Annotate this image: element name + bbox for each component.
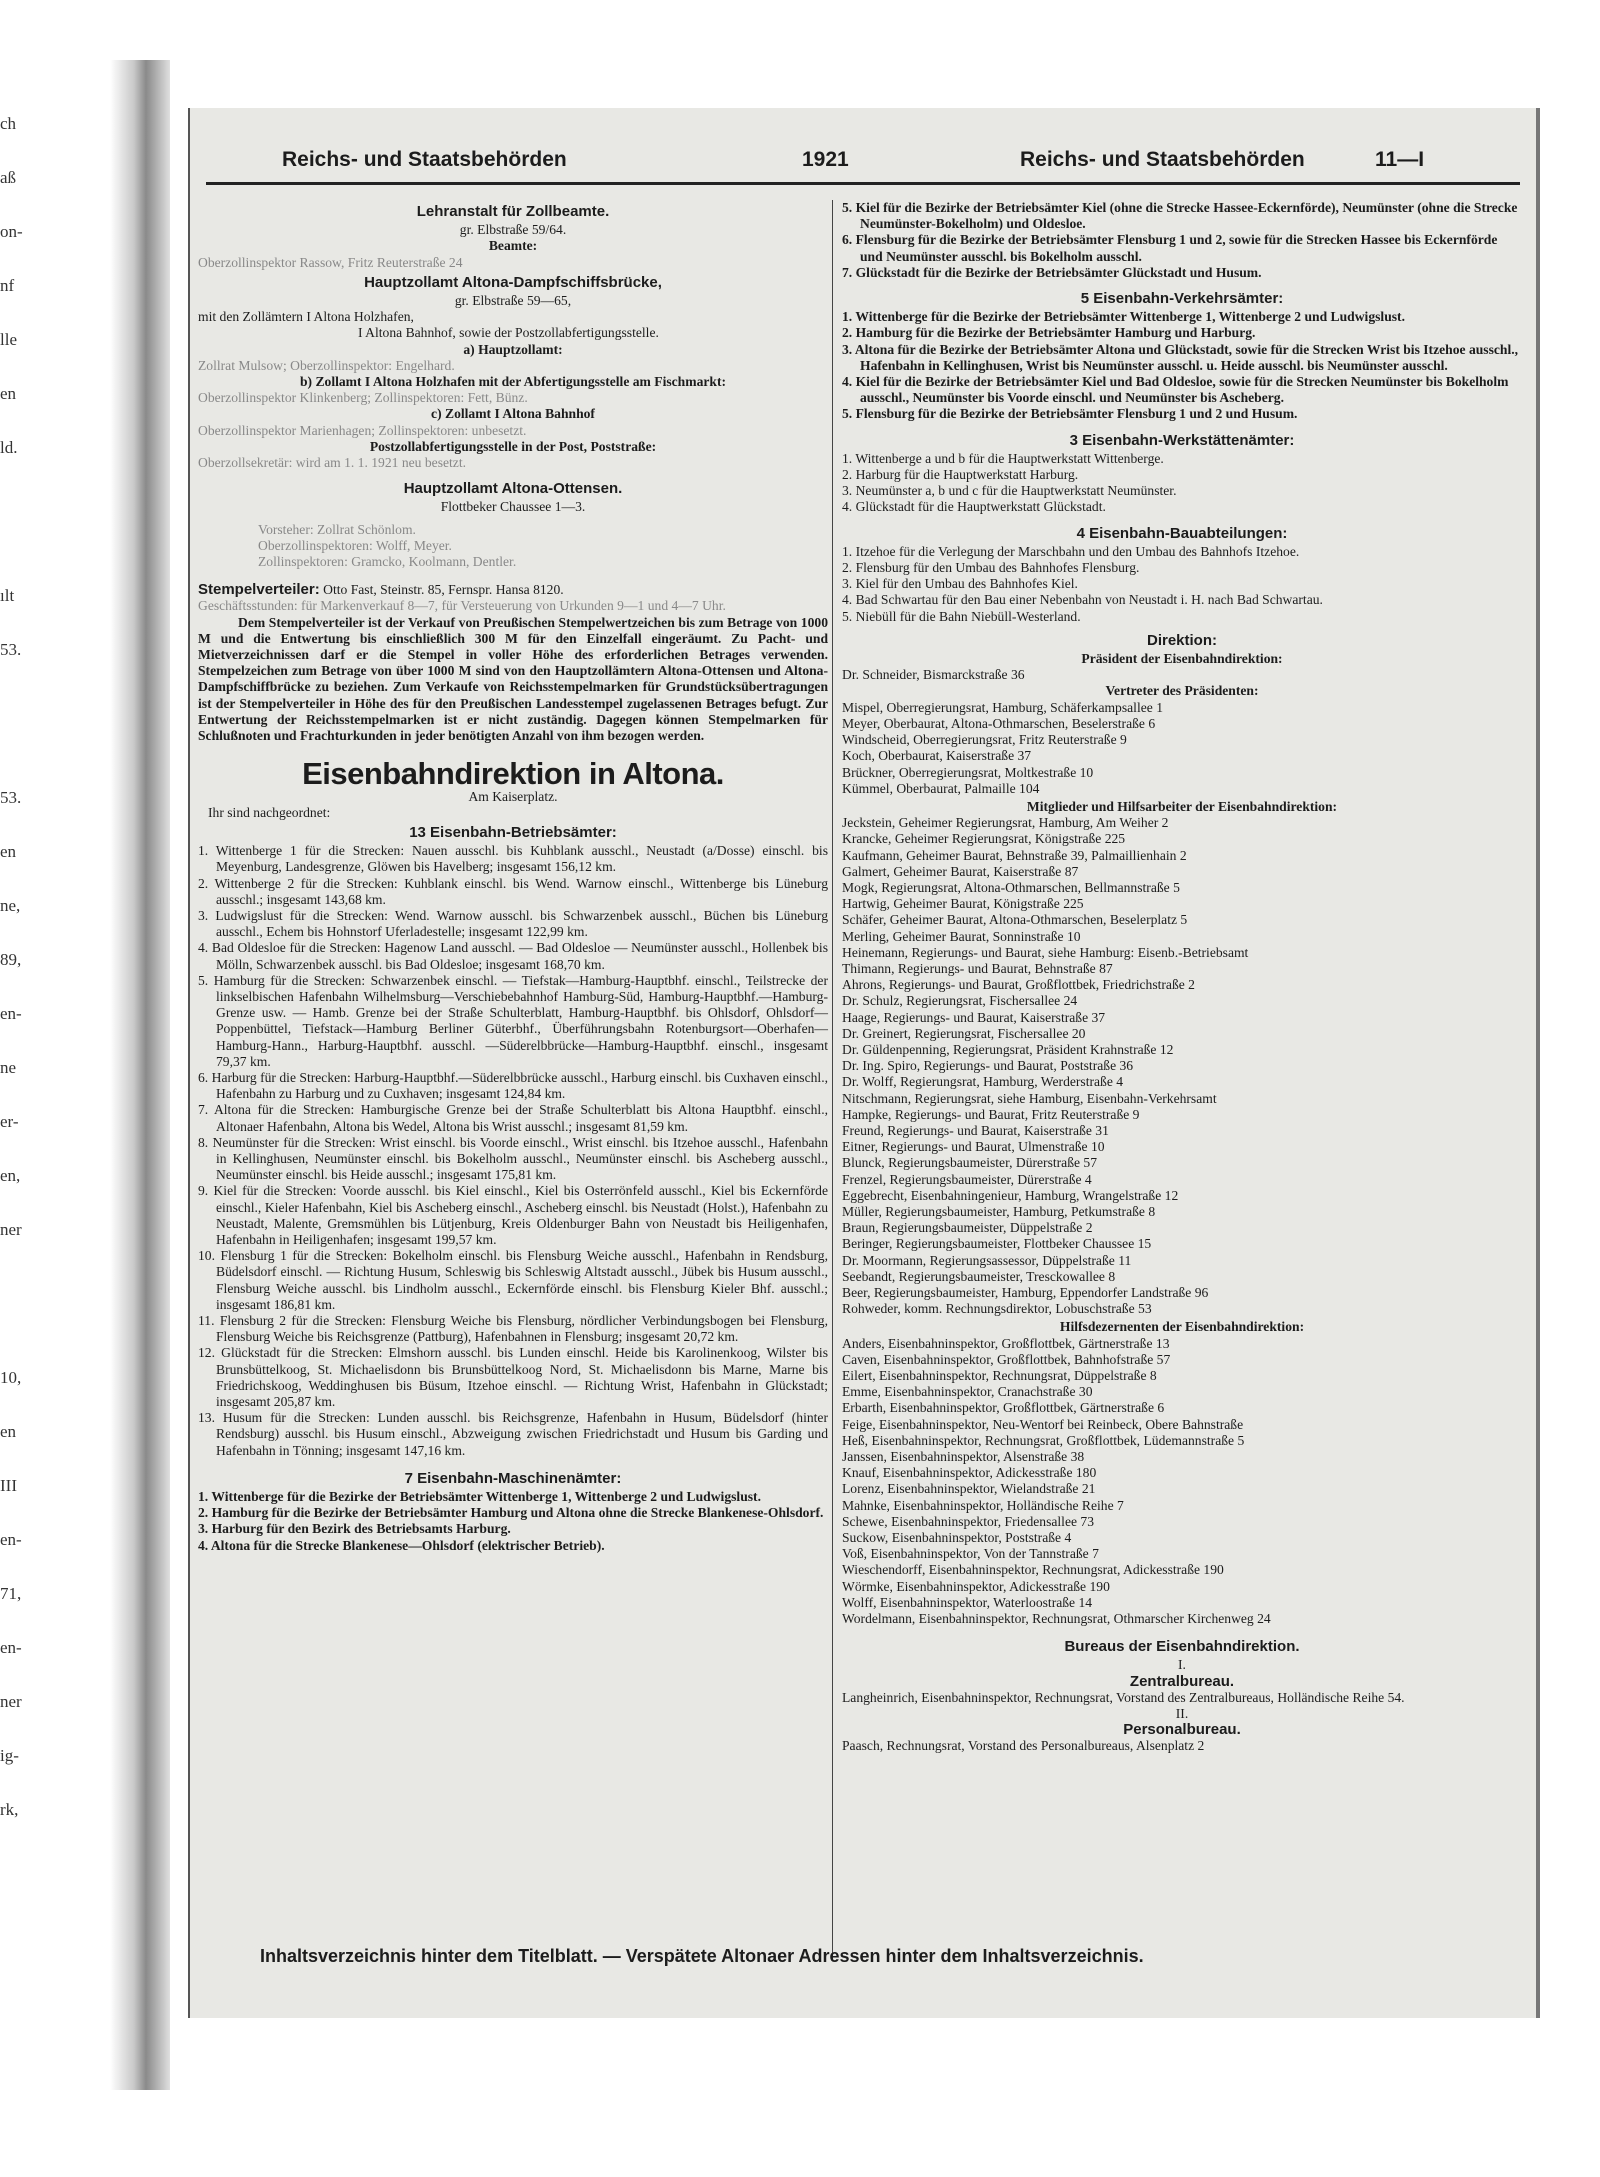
left-column [198, 200, 828, 1554]
hza-title: Hauptzollamt Altona-Dampfschiffsbrücke, [364, 273, 662, 291]
maschinenamt-entry: 3. Harburg für den Bezirk des Betriebsamts Harburg. [198, 1521, 511, 1537]
hilfsdezernent-entry: Wordelmann, Eisenbahninspektor, Rechnungsrat, Othmarscher Kirchenweg 24 [842, 1611, 1271, 1627]
hilfsdezernent-entry: Feige, Eisenbahninspektor, Neu-Wentorf bei Reinbeck, Obere Bahnstraße [842, 1416, 1244, 1432]
vertreter-entry: Meyer, Oberbaurat, Altona-Othmarschen, Beselerstraße 6 [842, 715, 1156, 731]
right-column [842, 200, 1522, 1755]
mitglied-entry: Dr. Ing. Spiro, Regierungs- und Baurat, Poststraße 36 [842, 1058, 1134, 1074]
edge-text-fragment: en [0, 1422, 17, 1441]
werkstaettenamt-entry: 2. Harburg für die Hauptwerkstatt Harburg. [842, 467, 1079, 483]
betriebsamt-entry: 2. Wittenberge 2 für die Strecken: Kuhblank einschl. bis Wend. Warnow einschl., Wittenberge bis Lüneburg ausschl.; insgesamt 143,68 km. [198, 875, 828, 907]
stempel-title: Stempelverteiler: [198, 581, 320, 599]
edge-text-fragment: ılt [0, 586, 15, 605]
edge-text-fragment: ne [0, 1058, 17, 1077]
mitglied-entry: Ahrons, Regierungs- und Baurat, Großflottbek, Friedrichstraße 2 [842, 977, 1195, 993]
post-line: Oberzollsekretär: wird am 1. 1. 1921 neu besetzt. [198, 455, 467, 471]
book-spine [110, 60, 170, 2090]
vertreter-list [842, 700, 1522, 797]
hilfsdezernent-entry: Lorenz, Eisenbahninspektor, Wielandstraße 21 [842, 1481, 1096, 1497]
bauabteilung-entry: 3. Kiel für den Umbau des Bahnhofes Kiel. [842, 576, 1078, 592]
hilfsdezernent-entry: Mahnke, Eisenbahninspektor, Holländische Reihe 7 [842, 1497, 1124, 1513]
mitglied-entry: Dr. Güldenpenning, Regierungsrat, Präsident Krahnstraße 12 [842, 1041, 1174, 1057]
hza-line-2: I Altona Bahnhof, sowie der Postzollabfertigungsstelle. [358, 325, 659, 341]
maschinenaemter-title: 7 Eisenbahn-Maschinenämter: [404, 1469, 622, 1487]
mitglied-entry: Dr. Moormann, Regierungsassessor, Düppelstraße 11 [842, 1252, 1132, 1268]
edge-text-fragment: er- [0, 1112, 19, 1131]
maschinenamt-entry: 5. Kiel für die Bezirke der Betriebsämter Kiel (ohne die Strecke Hassee-Eckernförde), Neumünster (ohne die Strecke Neumünster-Bokelholm) und Oldesloe. [842, 200, 1518, 232]
mitglied-entry: Krancke, Geheimer Regierungsrat, Königstraße 225 [842, 831, 1126, 847]
maschinenamt-entry: 2. Hamburg für die Bezirke der Betriebsämter Hamburg und Altona ohne die Strecke Blankenese-Ohlsdorf. [198, 1505, 824, 1521]
edge-text-fragment: ner [0, 1692, 22, 1711]
edge-text-fragment: 53. [0, 788, 22, 807]
hilfsdezernent-entry: Voß, Eisenbahninspektor, Von der Tannstraße 7 [842, 1546, 1099, 1562]
maschinenamt-entry: 6. Flensburg für die Bezirke der Betriebsämter Flensburg 1 und 2, sowie für die Strecken Hassee bis Eckernförde und Neumünster ausschl. bis Bokelholm ausschl. [842, 232, 1498, 264]
bureaus-title: Bureaus der Eisenbahndirektion. [1064, 1638, 1300, 1656]
stempel-text: Dem Stempelverteiler ist der Verkauf von Preußischen Stempelwertzeichen bis zum Betrage von 1000 M und die Entwertung bis einschließlich 300 M für den Einzelfall eingeräumt. Zu Pacht- und Mietverzeichnissen darf er die Stempel in voller Höhe des erforderlichen Betrages verwenden. Stempelzeichen zum Betrage von über 1000 M sind von den Hauptzollämtern Altona-Ottensen und Altona-Dampfschiffbrücke zu beziehen. Zum Verkaufe von Reichsstempelmarken für Grundstücksübertragungen ist der Stempelverteiler in Höhe des für den Preußischen Landesstempel zugelassenen Betrages befugt. Zur Entwertung der Reichsstempelmarken ist er nicht zuständig. Dagegen können Stempelmarken für Schlußnoten und Frachturkunden in jeder benötigten Anzahl von ihm bezogen werden. [198, 614, 828, 744]
hilfsdezernent-entry: Janssen, Eisenbahninspektor, Alsenstraße 38 [842, 1449, 1085, 1465]
hzo-line-2: Oberzollinspektoren: Wolff, Meyer. [258, 537, 452, 553]
zoll-beamte: Beamte: [488, 238, 538, 254]
mitglied-entry: Braun, Regierungsbaumeister, Düppelstraße 2 [842, 1220, 1093, 1236]
header-year: 1921 [802, 148, 849, 171]
mitglied-entry: Hartwig, Geheimer Baurat, Königstraße 225 [842, 896, 1084, 912]
zentralbureau-number: I. [1178, 1657, 1186, 1673]
edge-text-fragment: en- [0, 1530, 22, 1549]
betriebsamt-entry: 11. Flensburg 2 für die Strecken: Flensburg Weiche bis Flensburg, nördlicher Verbindungsbogen bei Flensburg, Flensburg Weiche bis Reichsgrenze (Pattburg), Hafenbahnen in Flensburg; insgesamt 20,72 km. [198, 1313, 828, 1345]
betriebsamt-entry: 13. Husum für die Strecken: Lunden ausschl. bis Reichsgrenze, Hafenbahn in Husum, Büdelsdorf (hinter Rendsburg) ausschl. bis Husum einschl., Abzweigung zwischen Friedrichstadt und Husum bis Garding und Hafenbahn in Tönning; insgesamt 147,16 km. [198, 1410, 828, 1458]
mitglied-entry: Dr. Schulz, Regierungsrat, Fischersallee 24 [842, 993, 1078, 1009]
hilfsdezernent-entry: Anders, Eisenbahninspektor, Großflottbek, Gärtnerstraße 13 [842, 1335, 1170, 1351]
edge-text-fragment: 89, [0, 950, 22, 969]
header-right: Reichs- und Staatsbehörden [1020, 148, 1305, 171]
zentralbureau-title: Zentralbureau. [1129, 1672, 1235, 1690]
edge-text-fragment: ld. [0, 438, 18, 457]
maschinenamt-entry: 7. Glückstadt für die Bezirke der Betriebsämter Glückstadt und Husum. [842, 264, 1262, 280]
hzo-line-3: Zollinspektoren: Gramcko, Koolmann, Dentler. [258, 554, 517, 570]
werkstaettenamt-entry: 4. Glückstadt für die Hauptwerkstatt Glückstadt. [842, 499, 1106, 515]
hilfsdezernent-entry: Wieschendorff, Eisenbahninspektor, Rechnungsrat, Adickesstraße 190 [842, 1562, 1224, 1578]
zentralbureau-line: Langheinrich, Eisenbahninspektor, Rechnungsrat, Vorstand des Zentralbureaus, Holländische Reihe 54. [842, 1689, 1405, 1705]
eisenbahndirektion-title: Eisenbahndirektion in Altona. [302, 756, 724, 792]
eisenbahndirektion-address: Am Kaiserplatz. [468, 788, 558, 804]
stempel-head: Otto Fast, Steinstr. 85, Fernspr. Hansa 8120. [323, 582, 564, 598]
mitglied-entry: Eitner, Regierungs- und Baurat, Ulmenstraße 10 [842, 1139, 1105, 1155]
mitglieder-list [842, 815, 1522, 1317]
bauabteilung-entry: 2. Flensburg für den Umbau des Bahnhofes Flensburg. [842, 560, 1140, 576]
maschinenamt-entry: 4. Altona für die Strecke Blankenese—Ohlsdorf (elektrischer Betrieb). [198, 1537, 605, 1553]
zoll-line: Oberzollinspektor Rassow, Fritz Reuterstraße 24 [198, 254, 463, 270]
a-line: Zollrat Mulsow; Oberzollinspektor: Engelhard. [198, 357, 455, 373]
betriebsamt-entry: 8. Neumünster für die Strecken: Wrist einschl. bis Voorde einschl., Wrist einschl. bis Itzehoe ausschl., Hafenbahn in Kellinghusen, Neumünster einschl. bis Bokelholm ausschl., Neumünster einschl. bis Ascheberg ausschl., Neumünster einschl. bis Heide ausschl.; insgesamt 175,81 km. [198, 1134, 828, 1183]
betriebsamt-entry: 5. Hamburg für die Strecken: Schwarzenbek einschl. — Tiefstak—Hamburg-Hauptbhf. einschl., Teilstrecke der linkselbischen Hafenbahn Wilhelmsburg—Verschiebebahnhof Hamburg-Süd, Hamburg-Hauptbhf.—Hamburg-Grenze usw. — Hamb. Grenze bei der Straße Schulterblatt, Hamburg-Hauptbhf. bis Ohlsdorf, Ohlsdorf—Poppenbüttel, Tiefstack—Hamburg Berliner Güterbhf., Überführungsbahn Rotenburgsort—Oberhafen—Hamburg-Hann., Harburg-Hauptbhf. ausschl. —Süderelbbrücke—Hamburg-Hauptbhf. einschl., insgesamt 79,37 km. [198, 972, 828, 1069]
praesident-title: Präsident der Eisenbahndirektion: [1081, 651, 1283, 667]
werkstaettenaemter-list [842, 451, 1522, 516]
edge-text-fragment: 53. [0, 640, 22, 659]
vertreter-entry: Kümmel, Oberbaurat, Palmaille 104 [842, 780, 1040, 796]
verkehrsaemter-title: 5 Eisenbahn-Verkehrsämter: [1080, 290, 1284, 308]
hilfsdezernent-entry: Erbarth, Eisenbahninspektor, Großflottbek, Gärtnerstraße 6 [842, 1400, 1165, 1416]
betriebsamt-entry: 6. Harburg für die Strecken: Harburg-Hauptbhf.—Süderelbbrücke ausschl., Harburg einschl. bis Cuxhaven einschl., Hafenbahn zu Harburg und zu Cuxhaven; insgesamt 124,84 km. [198, 1069, 828, 1102]
eisenbahndirektion-sub: Ihr sind nachgeordnet: [208, 804, 331, 820]
vertreter-entry: Windscheid, Oberregierungsrat, Fritz Reuterstraße 9 [842, 732, 1127, 748]
mitglied-entry: Eggebrecht, Eisenbahningenieur, Hamburg, Wrangelstraße 12 [842, 1187, 1179, 1203]
mitglied-entry: Heinemann, Regierungs- und Baurat, siehe Hamburg: Eisenb.-Betriebsamt [842, 944, 1249, 960]
verkehrsamt-entry: 3. Altona für die Bezirke der Betriebsämter Altona und Glückstadt, sowie für die Strecken Wrist bis Itzehoe ausschl., Hafenbahn in Kellinghusen, Wrist bis Neumünster ausschl. u. Heide ausschl. bis Neumünster ausschl. [842, 341, 1519, 373]
hilfsdezernent-entry: Emme, Eisenbahninspektor, Cranachstraße 30 [842, 1384, 1093, 1400]
vertreter-entry: Mispel, Oberregierungsrat, Hamburg, Schäferkampsallee 1 [842, 699, 1163, 715]
hza-line-1: mit den Zollämtern I Altona Holzhafen, [198, 309, 414, 325]
vertreter-entry: Brückner, Oberregierungsrat, Moltkestraße 10 [842, 764, 1094, 780]
hilfsdezernenten-title: Hilfsdezernenten der Eisenbahndirektion: [1059, 1319, 1305, 1335]
edge-text-fragment: ch [0, 114, 17, 133]
hilfsdezernent-entry: Caven, Eisenbahninspektor, Großflottbek, Bahnhofstraße 57 [842, 1351, 1171, 1367]
mitglied-entry: Mogk, Regierungsrat, Altona-Othmarschen, Bellmannstraße 5 [842, 879, 1180, 895]
werkstaettenaemter-title: 3 Eisenbahn-Werkstättenämter: [1069, 431, 1295, 449]
stempel-hours: Geschäftsstunden: für Markenverkauf 8—7, für Versteuerung von Urkunden 9—1 und 4—7 Uhr. [198, 598, 726, 614]
maschinenaemter-list [198, 1489, 828, 1554]
mitglied-entry: Nitschmann, Regierungsrat, siehe Hamburg, Eisenbahn-Verkehrsamt [842, 1090, 1217, 1106]
personalbureau-title: Personalbureau. [1123, 1721, 1241, 1739]
verkehrsamt-entry: 2. Hamburg für die Bezirke der Betriebsämter Hamburg und Harburg. [842, 325, 1256, 341]
zoll-address: gr. Elbstraße 59/64. [459, 222, 567, 238]
betriebsaemter-list [198, 843, 828, 1459]
verkehrsamt-entry: 4. Kiel für die Bezirke der Betriebsämter Kiel und Bad Oldesloe, sowie für die Strecken Neumünster bis Bokelholm ausschl., Neumünster bis Voorde einschl. und Neumünster bis Ascheberg. [842, 374, 1509, 406]
mitglied-entry: Beringer, Regierungsbaumeister, Flottbeker Chaussee 15 [842, 1236, 1152, 1252]
mitglied-entry: Jeckstein, Geheimer Regierungsrat, Hamburg, Am Weiher 2 [842, 815, 1169, 831]
maschinenaemter-list-continued [842, 200, 1522, 281]
vertreter-title: Vertreter des Präsidenten: [1105, 683, 1259, 699]
maschinenamt-entry: 1. Wittenberge für die Bezirke der Betriebsämter Wittenberge 1, Wittenberge 2 und Ludwigslust. [198, 1489, 761, 1505]
hzo-address: Flottbeker Chaussee 1—3. [440, 499, 586, 515]
verkehrsamt-entry: 1. Wittenberge für die Bezirke der Betriebsämter Wittenberge 1, Wittenberge 2 und Ludwigslust. [842, 309, 1405, 325]
betriebsamt-entry: 7. Altona für die Strecken: Hamburgische Grenze bei der Straße Schulterblatt bis Altona Hauptbhf. einschl., Altonaer Hafenbahn, Altona bis Wedel, Altona bis Wrist ausschl.; insgesamt 81,59 km. [198, 1102, 828, 1134]
edge-text-fragment: lle [0, 330, 17, 349]
edge-text-fragment: ner [0, 1220, 22, 1239]
mitglied-entry: Hampke, Regierungs- und Baurat, Fritz Reuterstraße 9 [842, 1106, 1140, 1122]
verkehrsamt-entry: 5. Flensburg für die Bezirke der Betriebsämter Flensburg 1 und 2 und Husum. [842, 406, 1298, 422]
mitglied-entry: Seebandt, Regierungsbaumeister, Tresckowallee 8 [842, 1268, 1116, 1284]
betriebsamt-entry: 9. Kiel für die Strecken: Voorde ausschl. bis Kiel einschl., Kiel bis Osterrönfeld ausschl., Kiel bis Eckernförde einschl., Kieler Hafenbahn, Kiel bis Ascheberg einschl., Ascheberg einschl. bis Neustadt (Holst.), Hafenbahn zu Neustadt, Malente, Gremsmühlen bis Lütjenburg, Kreis Oldenburger Bahn von Neustadt bis Heiligenhafen, Hafenbahn in Heiligenhafen; insgesamt 199,57 km. [198, 1183, 828, 1247]
mitglied-entry: Blunck, Regierungsbaumeister, Dürerstraße 57 [842, 1155, 1098, 1171]
bauabteilungen-title: 4 Eisenbahn-Bauabteilungen: [1076, 524, 1288, 542]
mitglied-entry: Galmert, Geheimer Baurat, Kaiserstraße 87 [842, 863, 1079, 879]
verkehrsaemter-list [842, 309, 1522, 422]
edge-text-fragment: on- [0, 222, 23, 241]
edge-text-fragment: 71, [0, 1584, 22, 1603]
edge-text-fragment: en- [0, 1004, 22, 1023]
mitglied-entry: Freund, Regierungs- und Baurat, Kaiserstraße 31 [842, 1122, 1109, 1138]
betriebsamt-entry: 3. Ludwigslust für die Strecken: Wend. Warnow ausschl. bis Schwarzenbek ausschl., Büchen bis Lüneburg ausschl., Echem bis Hohnstorf Uferladestelle; insgesamt 122,99 km. [198, 907, 828, 940]
post-title: Postzollabfertigungsstelle in der Post, Poststraße: [369, 438, 657, 454]
hzo-line-1: Vorsteher: Zollrat Schönlom. [258, 521, 416, 537]
mitglied-entry: Müller, Regierungsbaumeister, Hamburg, Petkumstraße 8 [842, 1203, 1156, 1219]
mitglied-entry: Rohweder, komm. Rechnungsdirektor, Lobuschstraße 53 [842, 1301, 1152, 1317]
mitglied-entry: Schäfer, Geheimer Baurat, Altona-Othmarschen, Beselerplatz 5 [842, 912, 1188, 928]
b-line: Oberzollinspektor Klinkenberg; Zollinspektoren: Fett, Bünz. [198, 390, 528, 406]
mitglied-entry: Dr. Greinert, Regierungsrat, Fischersallee 20 [842, 1025, 1086, 1041]
edge-text-fragment: 10, [0, 1368, 22, 1387]
betriebsamt-entry: 10. Flensburg 1 für die Strecken: Bokelholm einschl. bis Flensburg Weiche ausschl., Hafenbahn in Rendsburg, Büdelsdorf einschl. — Richtung Husum, Schleswig bis Schleswig Altstadt ausschl., Jübek bis Husum ausschl., Flensburg Weiche ausschl. bis Lindholm ausschl., Eckernförde einschl. bis Flensburg Kieler Bhf. ausschl.; insgesamt 186,81 km. [198, 1248, 828, 1312]
werkstaettenamt-entry: 1. Wittenberge a und b für die Hauptwerkstatt Wittenberge. [842, 450, 1164, 466]
edge-text-fragment: en- [0, 1638, 22, 1657]
praesident-line: Dr. Schneider, Bismarckstraße 36 [842, 667, 1025, 683]
bauabteilung-entry: 1. Itzehoe für die Verlegung der Marschbahn und den Umbau des Bahnhofs Itzehoe. [842, 543, 1300, 559]
mitglied-entry: Dr. Wolff, Regierungsrat, Hamburg, Werderstraße 4 [842, 1074, 1124, 1090]
zoll-title: Lehranstalt für Zollbeamte. [416, 203, 610, 220]
edge-text-fragment: en [0, 384, 17, 403]
edge-text-fragment: ig- [0, 1746, 19, 1765]
edge-text-fragment: III [0, 1476, 17, 1495]
page-header [190, 148, 1536, 178]
betriebsamt-entry: 4. Bad Oldesloe für die Strecken: Hagenow Land ausschl. — Bad Oldesloe — Neumünster ausschl., Hollenbek bis Mölln, Schwarzenbek ausschl. bis Bad Oldesloe; insgesamt 168,70 km. [198, 940, 828, 972]
hilfsdezernent-entry: Wolff, Eisenbahninspektor, Waterloostraße 14 [842, 1594, 1093, 1610]
hilfsdezernenten-list [842, 1336, 1522, 1628]
hilfsdezernent-entry: Knauf, Eisenbahninspektor, Adickesstraße 180 [842, 1465, 1097, 1481]
edge-text-fragment: rk, [0, 1800, 19, 1819]
edge-text-fragment: nf [0, 276, 15, 295]
mitglied-entry: Haage, Regierungs- und Baurat, Kaiserstraße 37 [842, 1009, 1106, 1025]
header-page-number: 11—I [1375, 148, 1425, 171]
bauabteilung-entry: 5. Niebüll für die Bahn Niebüll-Westerland. [842, 608, 1081, 624]
bauabteilung-entry: 4. Bad Schwartau für den Bau einer Nebenbahn von Neustadt i. H. nach Bad Schwartau. [842, 592, 1323, 608]
mitglied-entry: Thimann, Regierungs- und Baurat, Behnstraße 87 [842, 960, 1113, 976]
b-title: b) Zollamt I Altona Holzhafen mit der Abfertigungsstelle am Fischmarkt: [299, 374, 727, 390]
edge-text-fragment: aß [0, 168, 17, 187]
page-footer: Inhaltsverzeichnis hinter dem Titelblatt. — Verspätete Altonaer Adressen hinter dem Inhaltsverzeichnis. [260, 1946, 1144, 1966]
hilfsdezernent-entry: Schewe, Eisenbahninspektor, Friedensallee 73 [842, 1513, 1095, 1529]
mitglied-entry: Beer, Regierungsbaumeister, Hamburg, Eppendorfer Landstraße 96 [842, 1285, 1209, 1300]
hilfsdezernent-entry: Wörmke, Eisenbahninspektor, Adickesstraße 190 [842, 1578, 1110, 1594]
hilfsdezernent-entry: Heß, Eisenbahninspektor, Rechnungsrat, Großflottbek, Lüdemannstraße 5 [842, 1432, 1245, 1448]
header-rule [206, 182, 1520, 185]
hza-address: gr. Elbstraße 59—65, [454, 293, 572, 309]
document-page [188, 108, 1540, 2018]
mitglied-entry: Kaufmann, Geheimer Baurat, Behnstraße 39, Palmaillienhain 2 [842, 847, 1187, 863]
hzo-title: Hauptzollamt Altona-Ottensen. [403, 480, 623, 498]
betriebsamt-entry: 12. Glückstadt für die Strecken: Elmshorn ausschl. bis Lunden einschl. Heide bis Karolinenkoog, Wilster bis Brunsbüttelkoog, St. Michaelisdonn bis Brunsbüttelkoog Nord, St. Michaelisdonn bis Marne, Marne bis Friedrichskoog, Weddinghusen bis Büsum, Itzehoe einschl. — Richtung Wrist, Hafenbahn in Glückstadt; insgesamt 205,87 km. [198, 1345, 828, 1410]
edge-text-fragment: en, [0, 1166, 21, 1185]
werkstaettenamt-entry: 3. Neumünster a, b und c für die Hauptwerkstatt Neumünster. [842, 483, 1177, 499]
personalbureau-number: II. [1175, 1706, 1189, 1722]
header-left: Reichs- und Staatsbehörden [282, 148, 567, 171]
personalbureau-line: Paasch, Rechnungsrat, Vorstand des Personalbureaus, Alsenplatz 2 [842, 1738, 1205, 1754]
edge-text-fragment: ne, [0, 896, 21, 915]
vertreter-entry: Koch, Oberbaurat, Kaiserstraße 37 [842, 748, 1032, 764]
mitglied-entry: Merling, Geheimer Baurat, Sonninstraße 10 [842, 928, 1081, 944]
c-line: Oberzollinspektor Marienhagen; Zollinspektoren: unbesetzt. [198, 422, 527, 438]
adjacent-page-edge-text [0, 110, 60, 2010]
hilfsdezernent-entry: Suckow, Eisenbahninspektor, Poststraße 4 [842, 1530, 1072, 1546]
betriebsamt-entry: 1. Wittenberge 1 für die Strecken: Nauen ausschl. bis Kuhblank ausschl., Neustadt (a/Dosse) einschl. bis Meyenburg, Landesgrenze, Glöwen bis Havelberg; insgesamt 156,12 km. [198, 843, 828, 875]
hilfsdezernent-entry: Eilert, Eisenbahninspektor, Rechnungsrat, Düppelstraße 8 [842, 1368, 1157, 1384]
c-title: c) Zollamt I Altona Bahnhof [431, 406, 595, 422]
bauabteilungen-list [842, 544, 1522, 625]
direktion-title: Direktion: [1146, 631, 1217, 649]
mitglieder-title: Mitglieder und Hilfsarbeiter der Eisenbahndirektion: [1026, 798, 1338, 814]
column-divider [832, 200, 833, 1960]
betriebsaemter-title: 13 Eisenbahn-Betriebsämter: [409, 823, 617, 841]
a-title: a) Hauptzollamt: [463, 341, 563, 357]
mitglied-entry: Frenzel, Regierungsbaumeister, Dürerstraße 4 [842, 1171, 1092, 1187]
edge-text-fragment: en [0, 842, 17, 861]
